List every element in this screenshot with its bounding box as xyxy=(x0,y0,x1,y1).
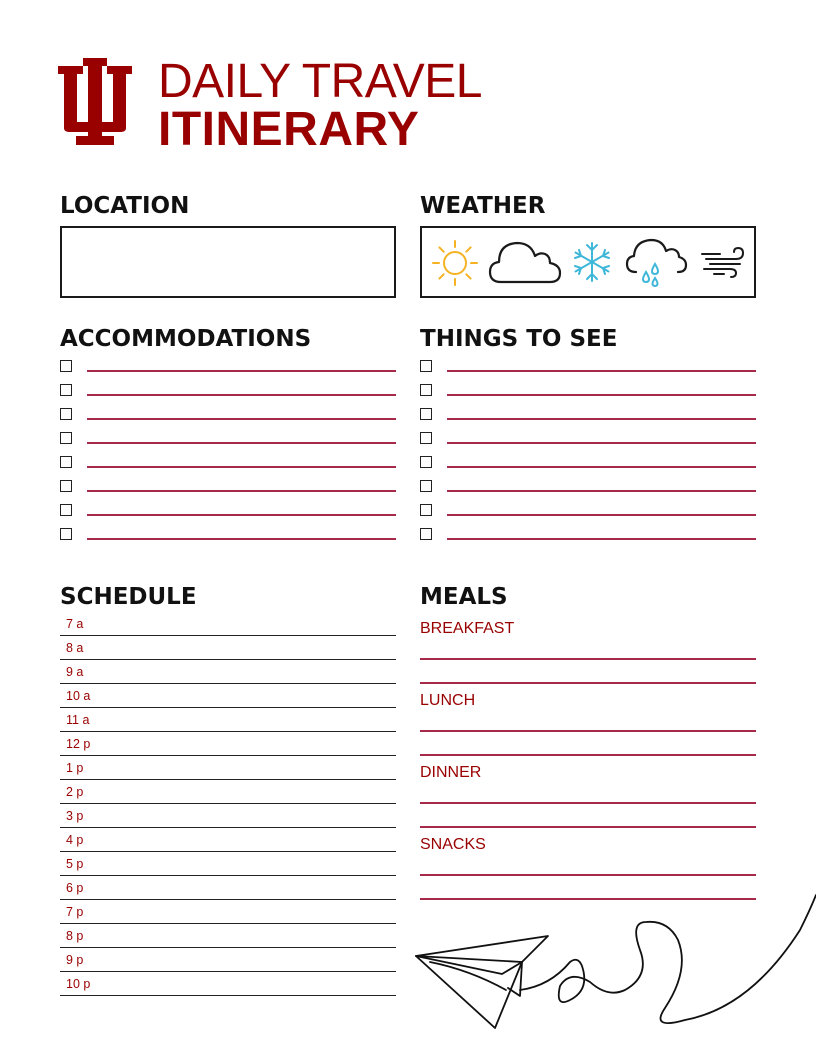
paper-airplane-illustration xyxy=(410,890,816,1040)
schedule-time-label: 9 a xyxy=(66,665,84,679)
meal-line[interactable] xyxy=(420,754,756,756)
schedule-time-label: 1 p xyxy=(66,761,84,775)
meal-line[interactable] xyxy=(420,730,756,732)
thing-to-see-line[interactable] xyxy=(447,466,756,468)
thing-to-see-checkbox[interactable] xyxy=(420,504,432,516)
meal-label: BREAKFAST xyxy=(420,620,515,637)
accommodation-checkbox[interactable] xyxy=(60,528,72,540)
schedule-row[interactable] xyxy=(60,684,396,708)
schedule-time-label: 6 p xyxy=(66,881,84,895)
thing-to-see-checkbox[interactable] xyxy=(420,384,432,396)
schedule-row[interactable] xyxy=(60,636,396,660)
thing-to-see-checkbox[interactable] xyxy=(420,480,432,492)
meals-heading: MEALS xyxy=(420,584,508,610)
schedule-row[interactable] xyxy=(60,828,396,852)
cloud-icon[interactable] xyxy=(487,238,563,286)
thing-to-see-line[interactable] xyxy=(447,490,756,492)
title-daily-travel: DAILY TRAVEL xyxy=(158,55,482,108)
meal-label: LUNCH xyxy=(420,692,476,709)
schedule-time-label: 3 p xyxy=(66,809,84,823)
schedule-time-label: 9 p xyxy=(66,953,84,967)
accommodation-checkbox[interactable] xyxy=(60,480,72,492)
thing-to-see-line[interactable] xyxy=(447,514,756,516)
thing-to-see-checkbox[interactable] xyxy=(420,456,432,468)
accommodation-checkbox[interactable] xyxy=(60,456,72,468)
schedule-time-label: 2 p xyxy=(66,785,84,799)
schedule-time-label: 4 p xyxy=(66,833,84,847)
schedule-time-label: 7 p xyxy=(66,905,84,919)
accommodation-line[interactable] xyxy=(87,538,396,540)
schedule-row[interactable] xyxy=(60,900,396,924)
meal-line[interactable] xyxy=(420,682,756,684)
accommodation-checkbox[interactable] xyxy=(60,384,72,396)
snowflake-icon[interactable] xyxy=(570,240,614,284)
thing-to-see-checkbox[interactable] xyxy=(420,360,432,372)
accommodation-checkbox[interactable] xyxy=(60,360,72,372)
schedule-row[interactable] xyxy=(60,924,396,948)
schedule-row[interactable] xyxy=(60,852,396,876)
thing-to-see-line[interactable] xyxy=(447,394,756,396)
accommodation-line[interactable] xyxy=(87,514,396,516)
things-to-see-heading: THINGS TO SEE xyxy=(420,326,618,352)
sun-icon[interactable] xyxy=(430,238,480,288)
title-itinerary: ITINERARY xyxy=(158,103,420,156)
wind-icon[interactable] xyxy=(700,246,746,278)
schedule-time-label: 12 p xyxy=(66,737,91,751)
schedule-row[interactable] xyxy=(60,708,396,732)
accommodation-line[interactable] xyxy=(87,370,396,372)
iu-trident-logo xyxy=(58,58,132,152)
schedule-time-label: 7 a xyxy=(66,617,84,631)
accommodation-line[interactable] xyxy=(87,394,396,396)
schedule-row[interactable] xyxy=(60,876,396,900)
meal-line[interactable] xyxy=(420,826,756,828)
accommodation-line[interactable] xyxy=(87,490,396,492)
thing-to-see-checkbox[interactable] xyxy=(420,408,432,420)
thing-to-see-line[interactable] xyxy=(447,418,756,420)
schedule-time-label: 10 p xyxy=(66,977,91,991)
thing-to-see-line[interactable] xyxy=(447,442,756,444)
schedule-heading: SCHEDULE xyxy=(60,584,197,610)
rain-cloud-icon[interactable] xyxy=(624,236,688,288)
meal-line[interactable] xyxy=(420,874,756,876)
accommodation-line[interactable] xyxy=(87,442,396,444)
thing-to-see-checkbox[interactable] xyxy=(420,528,432,540)
location-box[interactable] xyxy=(60,226,396,298)
schedule-time-label: 11 a xyxy=(66,713,90,727)
schedule-row[interactable] xyxy=(60,780,396,804)
schedule-row[interactable] xyxy=(60,804,396,828)
schedule-time-label: 8 p xyxy=(66,929,84,943)
schedule-row[interactable] xyxy=(60,612,396,636)
meal-line[interactable] xyxy=(420,802,756,804)
thing-to-see-checkbox[interactable] xyxy=(420,432,432,444)
weather-heading: WEATHER xyxy=(420,193,546,219)
accommodation-line[interactable] xyxy=(87,418,396,420)
schedule-row[interactable] xyxy=(60,948,396,972)
meal-line[interactable] xyxy=(420,658,756,660)
meal-label: SNACKS xyxy=(420,836,486,853)
schedule-row[interactable] xyxy=(60,972,396,996)
location-heading: LOCATION xyxy=(60,193,190,219)
accommodation-checkbox[interactable] xyxy=(60,504,72,516)
accommodation-checkbox[interactable] xyxy=(60,432,72,444)
schedule-time-label: 5 p xyxy=(66,857,84,871)
thing-to-see-line[interactable] xyxy=(447,538,756,540)
schedule-time-label: 8 a xyxy=(66,641,84,655)
accommodation-line[interactable] xyxy=(87,466,396,468)
schedule-row[interactable] xyxy=(60,756,396,780)
schedule-row[interactable] xyxy=(60,732,396,756)
schedule-row[interactable] xyxy=(60,660,396,684)
schedule-time-label: 10 a xyxy=(66,689,91,703)
thing-to-see-line[interactable] xyxy=(447,370,756,372)
meal-label: DINNER xyxy=(420,764,482,781)
accommodations-heading: ACCOMMODATIONS xyxy=(60,326,312,352)
accommodation-checkbox[interactable] xyxy=(60,408,72,420)
